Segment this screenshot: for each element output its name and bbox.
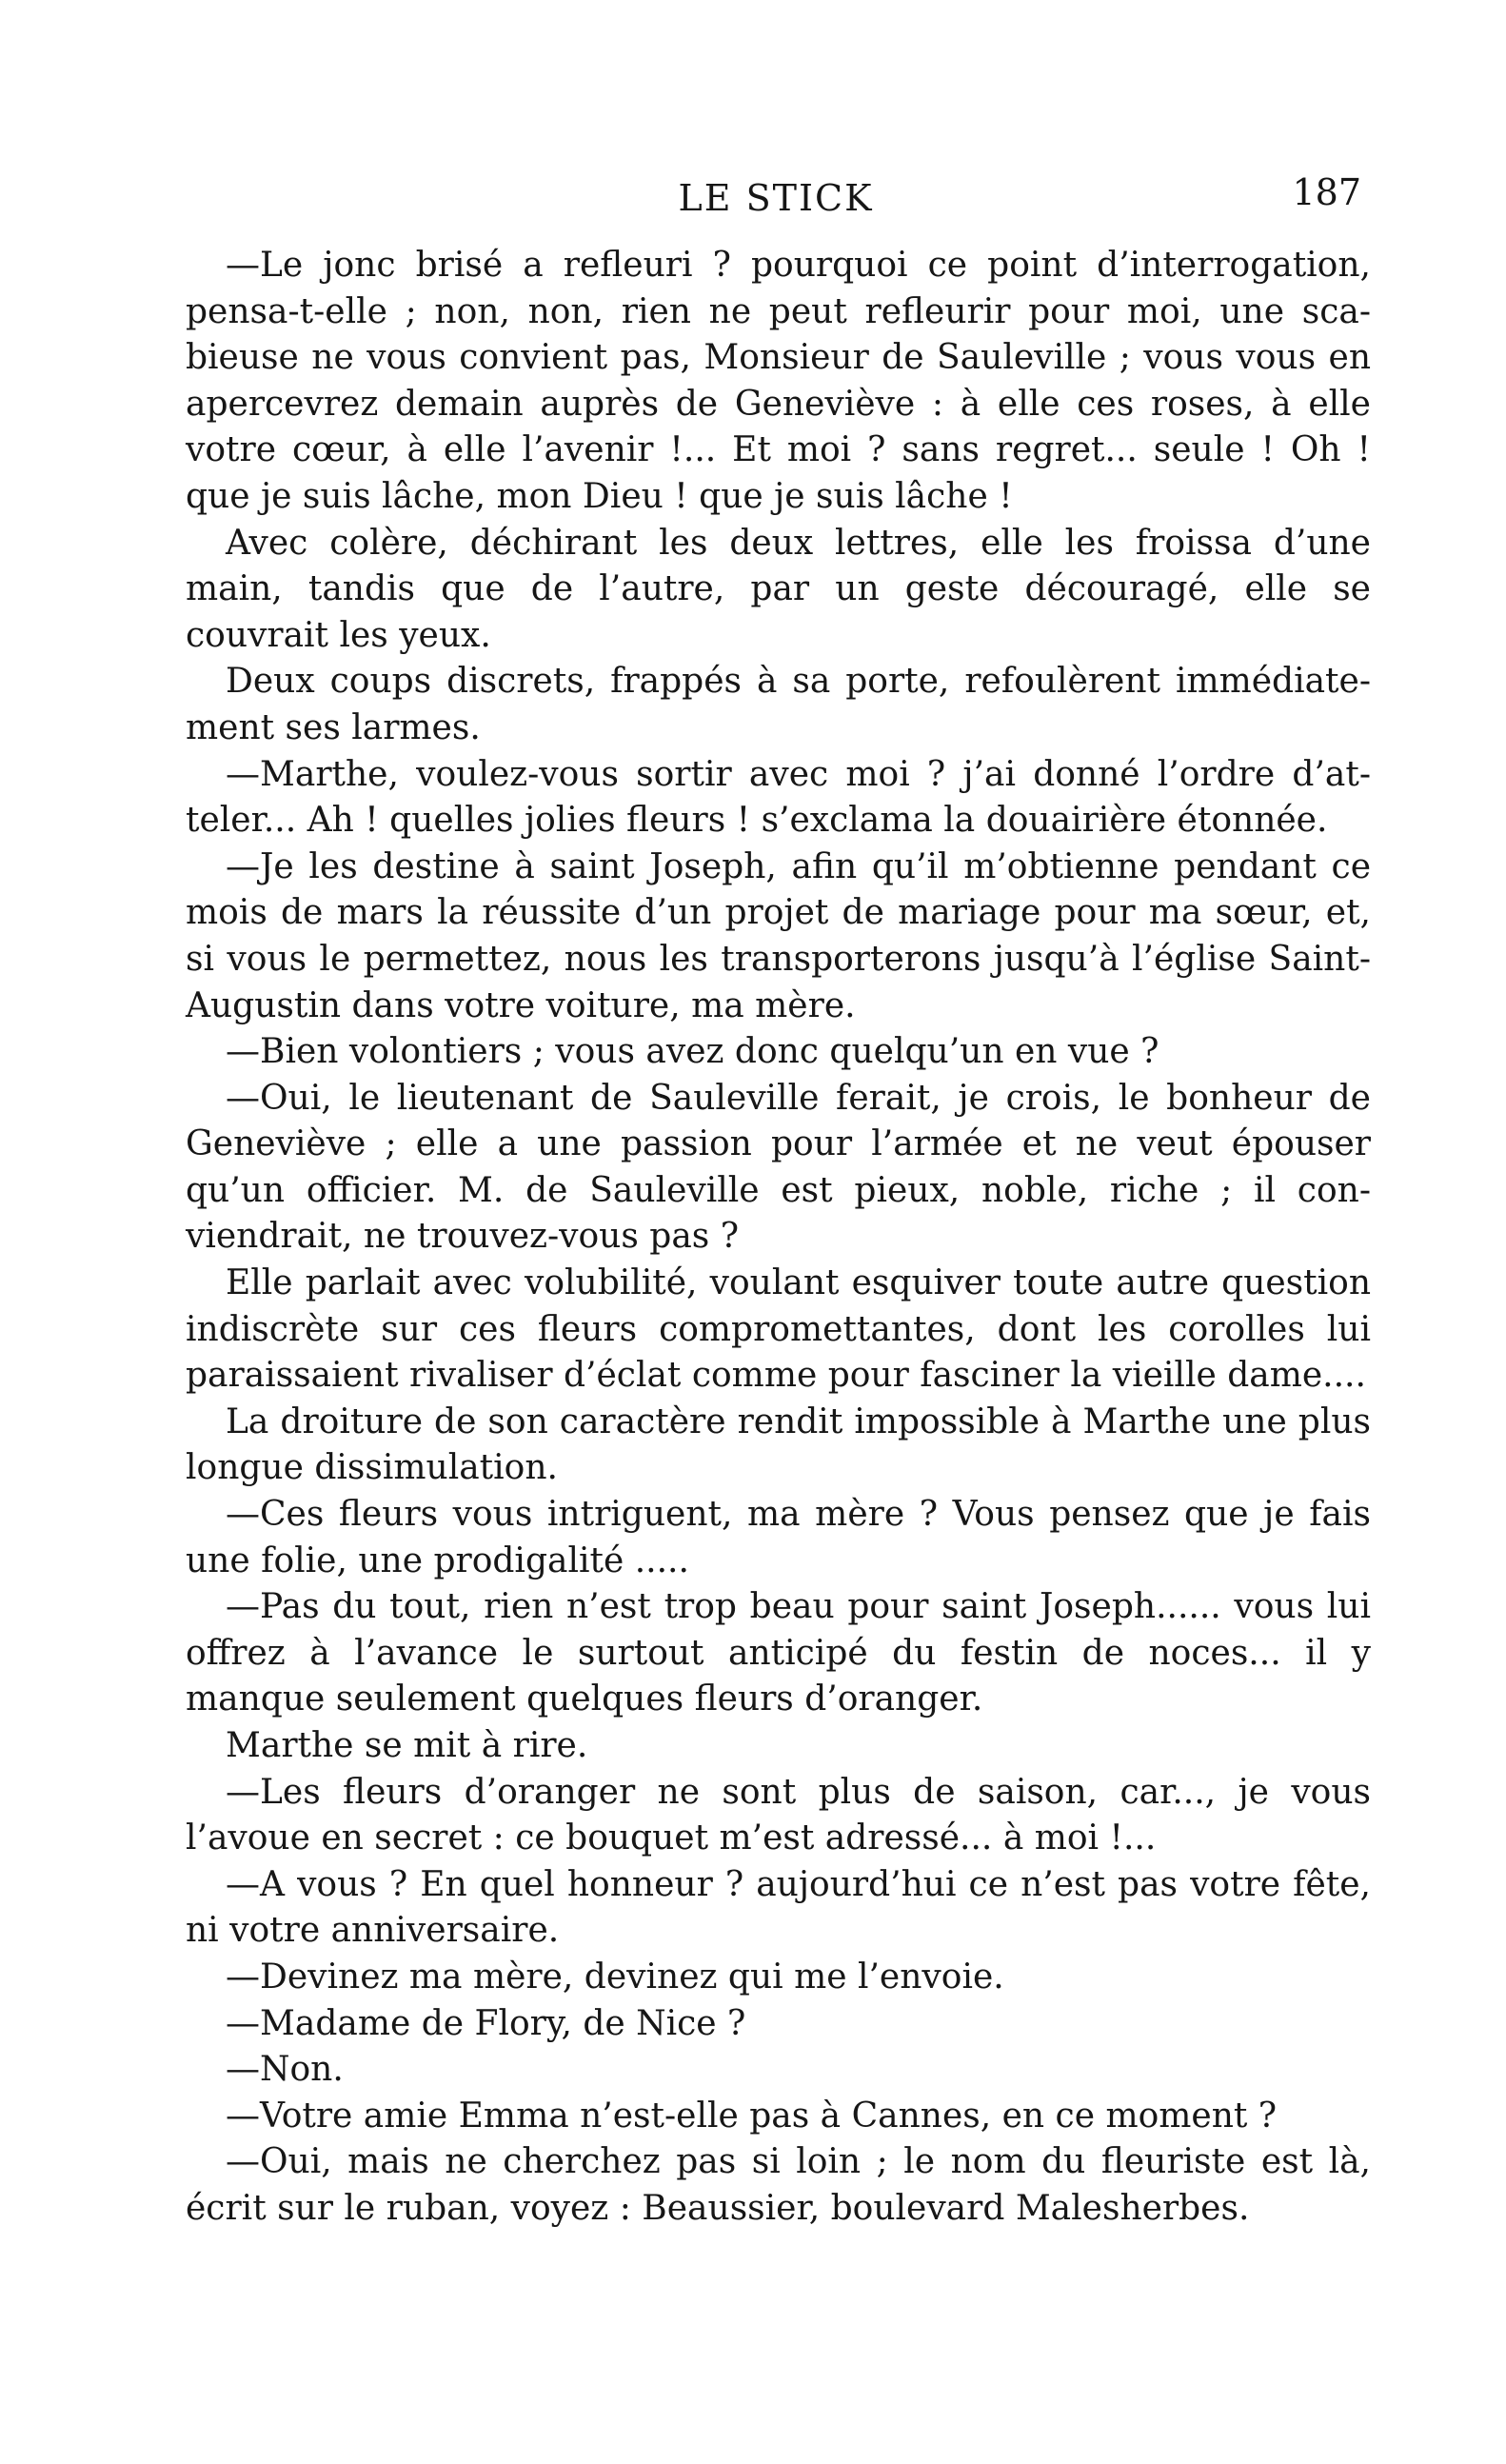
paragraph: —Les fleurs d’oranger ne sont plus de saison, car..., je vous l’avoue en secret : ce bouquet m’est adressé... à moi !... xyxy=(186,1772,1371,1858)
body-text xyxy=(186,243,1371,2233)
paragraph: Marthe se mit à rire. xyxy=(226,1726,588,1765)
running-head xyxy=(190,169,1361,227)
paragraph: —Le jonc brisé a refleuri ? pourquoi ce point d’interrogation, pensa-t-elle ; non, non, rien ne peut refleurir pour moi, une scabieuse ne vous convient pas, Monsieur de Sauleville ; vous vous en apercevrez demain auprès de Geneviève : à elle ces roses, à elle votre cœur, à elle l’avenir !... Et moi ? sans regret... seule ! Oh ! que je suis lâche, mon Dieu ! que je suis lâche ! xyxy=(186,246,1371,516)
paragraph: —A vous ? En quel honneur ? aujourd’hui ce n’est pas votre fête, ni votre anniversaire. xyxy=(186,1864,1371,1951)
paragraph: —Non. xyxy=(226,2050,344,2090)
page-number: 187 xyxy=(1292,171,1361,213)
paragraph: —Oui, mais ne cherchez pas si loin ; le nom du fleuriste est là, écrit sur le ruban, voyez : Beaussier, boulevard Malesherbes. xyxy=(186,2142,1371,2228)
running-title: LE STICK xyxy=(678,177,874,219)
paragraph: Deux coups discrets, frappés à sa porte, refoulèrent immédiatement ses larmes. xyxy=(186,662,1371,747)
paragraph: —Marthe, voulez-vous sortir avec moi ? j’ai donné l’ordre d’atteler... Ah ! quelles jolies fleurs ! s’exclama la douairière étonnée. xyxy=(186,754,1371,841)
paragraph: —Bien volontiers ; vous avez donc quelqu’un en vue ? xyxy=(226,1032,1159,1072)
paragraph: —Pas du tout, rien n’est trop beau pour saint Joseph...... vous lui offrez à l’avance le surtout anticipé du festin de noces... il y manque seulement quelques fleurs d’oranger. xyxy=(186,1587,1371,1719)
paragraph: Avec colère, déchirant les deux lettres, elle les froissa d’une main, tandis que de l’autre, par un geste découragé, elle se couvrait les yeux. xyxy=(186,523,1371,655)
paragraph: —Votre amie Emma n’est-elle pas à Cannes, en ce moment ? xyxy=(226,2096,1278,2136)
paragraph: —Devinez ma mère, devinez qui me l’envoie. xyxy=(226,1957,1004,1997)
paragraph: Elle parlait avec volubilité, voulant esquiver toute autre question indiscrète sur ces fleurs compromettantes, dont les corolles lui paraissaient rivaliser d’éclat comme pour fasciner la vieille dame.... xyxy=(186,1263,1371,1396)
paragraph: La droiture de son caractère rendit impossible à Marthe une plus longue dissimulation. xyxy=(186,1401,1371,1488)
paragraph: —Oui, le lieutenant de Sauleville ferait, je crois, le bonheur de Geneviève ; elle a une passion pour l’armée et ne veut épouser qu’un officier. M. de Sauleville est pieux, noble, riche ; il conviendrait, ne trouvez-vous pas ? xyxy=(186,1078,1371,1257)
paragraph: —Je les destine à saint Joseph, afin qu’il m’obtienne pendant ce mois de mars la réussite d’un projet de mariage pour ma sœur, et, si vous le permettez, nous les transporterons jusqu’à l’église Saint-Augustin dans votre voiture, ma mère. xyxy=(186,846,1371,1025)
paragraph: —Ces fleurs vous intriguent, ma mère ? Vous pensez que je fais une folie, une prodigalité ..... xyxy=(186,1495,1371,1580)
paragraph: —Madame de Flory, de Nice ? xyxy=(226,2003,746,2043)
